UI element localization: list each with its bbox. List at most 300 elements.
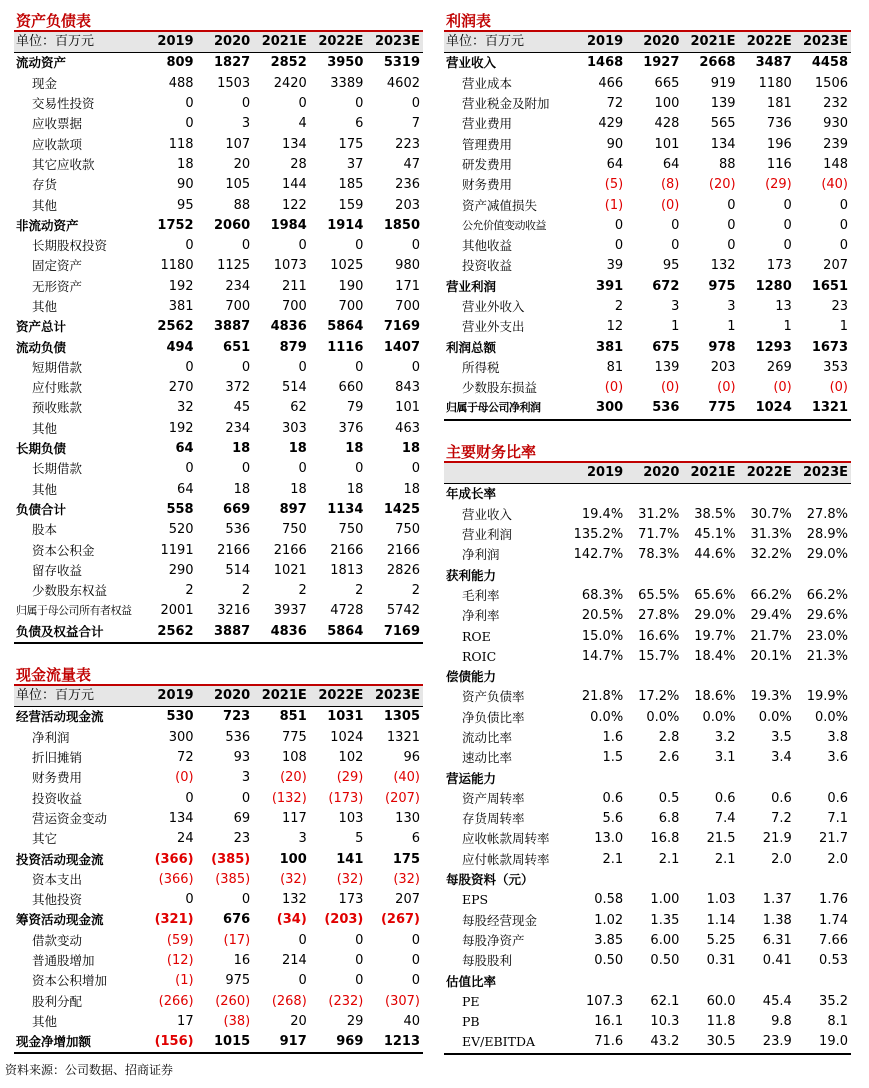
cell-value: 1914 xyxy=(327,217,364,233)
cell-value: 31.2% xyxy=(638,506,680,522)
cash-flow-panel xyxy=(14,664,423,1054)
cell-value: 270 xyxy=(168,380,194,396)
cell-value: 40 xyxy=(403,1013,420,1029)
cell-value: 15.0% xyxy=(581,628,624,644)
cell-value: 18 xyxy=(401,441,420,457)
table-row xyxy=(14,74,423,94)
row-label: 交易性投资 xyxy=(32,96,95,112)
cell-value: 809 xyxy=(166,55,194,71)
cell-value: 175 xyxy=(392,851,420,867)
row-label: 股利分配 xyxy=(32,993,83,1009)
cell-value: 37 xyxy=(346,156,364,172)
cell-value: 700 xyxy=(338,299,364,314)
cell-value: 978 xyxy=(708,339,736,355)
cell-value: 0 xyxy=(241,96,251,112)
cell-value: 1025 xyxy=(330,258,364,274)
cell-value: 520 xyxy=(168,522,194,538)
cell-value: 0 xyxy=(355,96,364,112)
cell-value: 45.4 xyxy=(762,993,792,1009)
row-label: 营运能力 xyxy=(446,770,497,786)
row-label: 估值比率 xyxy=(446,973,497,989)
cell-value: 72 xyxy=(606,96,624,112)
table-row xyxy=(444,398,851,419)
cell-value: 175 xyxy=(338,136,364,152)
table-row xyxy=(14,971,423,991)
cell-value: 16 xyxy=(233,953,251,968)
table-row xyxy=(14,114,423,134)
table-row xyxy=(14,601,423,621)
year-header: 2019 xyxy=(570,463,626,484)
row-label: 流动资产 xyxy=(16,55,67,71)
cell-value: 0 xyxy=(614,238,624,254)
cell-value: 917 xyxy=(253,1032,310,1053)
table-row xyxy=(14,748,423,768)
cell-value: 2420 xyxy=(273,75,307,91)
cell-value: 353 xyxy=(823,359,848,375)
row-label: 长期借款 xyxy=(32,461,83,477)
table-row xyxy=(444,626,851,646)
cell-value: 1213 xyxy=(366,1032,423,1053)
row-label: 每股净资产 xyxy=(462,932,525,948)
row-label: 应收款项 xyxy=(32,136,83,152)
cell-value: 530 xyxy=(166,709,194,725)
row-label: 资产周转率 xyxy=(462,790,525,806)
cell-value: 428 xyxy=(654,116,680,132)
table-row xyxy=(14,53,423,74)
cell-value: (8) xyxy=(660,177,680,193)
balance-sheet-table xyxy=(14,32,423,644)
year-header: 2021E xyxy=(682,463,738,484)
balance-sheet-title: 资产负债表 xyxy=(14,10,423,32)
cell-value: 980 xyxy=(395,258,420,274)
cell-value: 13.0 xyxy=(594,831,624,847)
table-row xyxy=(14,175,423,195)
row-label: 资产负债率 xyxy=(462,689,525,705)
table-row xyxy=(444,297,851,317)
cell-value: 19.9% xyxy=(806,689,848,705)
cell-value: 19.7% xyxy=(694,628,736,644)
cell-value: 20 xyxy=(233,156,251,172)
cell-value: 303 xyxy=(281,420,307,436)
cell-value: 45.1% xyxy=(694,527,736,543)
cell-value: 29 xyxy=(346,1013,364,1029)
section-row xyxy=(444,971,851,991)
cell-value: 0 xyxy=(298,238,307,254)
cell-value xyxy=(626,484,682,505)
cell-value xyxy=(570,768,626,788)
cell-value: 64 xyxy=(175,441,194,457)
balance-sheet-panel xyxy=(14,10,423,644)
row-label: 短期借款 xyxy=(32,359,83,375)
row-label: 其他 xyxy=(32,197,58,213)
cell-value: 0 xyxy=(298,96,307,112)
cell-value xyxy=(682,565,738,585)
cell-value: 65.5% xyxy=(638,587,680,603)
cell-value: (132) xyxy=(271,790,307,806)
table-row xyxy=(444,850,851,870)
cell-value: 159 xyxy=(338,197,364,213)
cell-value: 2562 xyxy=(157,319,194,335)
cell-value: 102 xyxy=(338,750,364,766)
cell-value: 107.3 xyxy=(585,993,624,1009)
row-label: 应收票据 xyxy=(32,116,83,132)
cell-value: 135.2% xyxy=(573,527,624,543)
cell-value: 7.4 xyxy=(714,811,736,827)
cell-value: 30.5 xyxy=(682,1032,738,1053)
year-header: 2019 xyxy=(140,686,197,707)
cell-value: 2.0 xyxy=(827,851,848,867)
table-row xyxy=(14,951,423,971)
table-row xyxy=(14,520,423,540)
cell-value: 68.3% xyxy=(581,587,624,603)
table-row xyxy=(14,581,423,601)
row-label: 投资活动现金流 xyxy=(16,851,104,867)
cell-value: 0 xyxy=(783,238,792,254)
cell-value: 2 xyxy=(355,583,364,599)
cell-value: 0.53 xyxy=(819,953,848,969)
table-row xyxy=(444,829,851,849)
cell-value: 105 xyxy=(225,177,251,193)
cell-value: 43.2 xyxy=(626,1032,682,1053)
cell-value: (0) xyxy=(773,380,792,396)
cell-value: 171 xyxy=(395,278,420,294)
cell-value: 18 xyxy=(290,481,307,497)
table-row xyxy=(14,337,423,357)
cell-value: 651 xyxy=(223,339,251,355)
table-row xyxy=(14,256,423,276)
cell-value: 1.02 xyxy=(594,912,624,928)
header-row xyxy=(444,463,851,484)
cell-value: (203) xyxy=(324,912,364,928)
cell-value: 16.6% xyxy=(638,628,680,644)
cell-value: 0 xyxy=(241,892,251,908)
row-label: 其他收益 xyxy=(462,238,513,254)
cell-value: 116 xyxy=(766,156,792,172)
cell-value: 18 xyxy=(403,481,420,497)
cell-value: 0.6 xyxy=(827,790,848,806)
cell-value: 101 xyxy=(395,400,420,416)
cell-value: 0 xyxy=(411,932,420,948)
cell-value: 100 xyxy=(279,851,307,867)
cell-value: 775 xyxy=(682,398,738,419)
cell-value: 0.6 xyxy=(714,790,736,806)
row-label: 流动负债 xyxy=(16,339,67,355)
cell-value: 95 xyxy=(662,258,680,274)
table-row xyxy=(14,94,423,114)
cell-value: 18 xyxy=(345,441,364,457)
row-label: 净利润 xyxy=(462,547,500,563)
cell-value: 1 xyxy=(839,319,848,335)
table-row xyxy=(14,500,423,520)
row-label: 预收账款 xyxy=(32,400,83,416)
cell-value: 62.1 xyxy=(650,993,680,1009)
cell-value: 0 xyxy=(614,217,624,233)
cell-value: 2001 xyxy=(160,603,194,619)
table-row xyxy=(14,378,423,398)
cell-value: 0 xyxy=(839,197,848,213)
cell-value: 300 xyxy=(570,398,626,419)
row-label: EPS xyxy=(462,892,489,908)
table-row xyxy=(444,1012,851,1032)
cell-value: 5864 xyxy=(310,622,367,643)
cell-value: 851 xyxy=(279,709,307,725)
row-label: 归属于母公司所有者权益 xyxy=(16,604,132,618)
section-row xyxy=(444,870,851,890)
year-header: 2020 xyxy=(197,32,254,53)
cell-value: 1134 xyxy=(327,501,364,517)
cell-value: (20) xyxy=(708,177,736,193)
table-row xyxy=(14,419,423,439)
cell-value: 173 xyxy=(338,892,364,908)
cell-value: 27.8% xyxy=(806,506,848,522)
cell-value: 2668 xyxy=(699,55,736,71)
row-label: 公允价值变动收益 xyxy=(462,218,546,232)
year-header: 2023E xyxy=(795,32,851,53)
cell-value: (0) xyxy=(604,380,624,396)
cell-value: 3.1 xyxy=(714,750,736,766)
cell-value xyxy=(570,870,626,890)
cell-value: 28 xyxy=(290,156,307,172)
cell-value: (1) xyxy=(604,197,624,213)
table-row xyxy=(14,216,423,236)
row-label: 资产总计 xyxy=(16,319,67,335)
cell-value: 207 xyxy=(395,892,420,908)
row-label: 资本公积金 xyxy=(32,542,95,558)
cell-value: 2.1 xyxy=(714,851,736,867)
cell-value: 0.0% xyxy=(590,709,624,725)
cell-value: 44.6% xyxy=(694,547,736,563)
section-row xyxy=(444,565,851,585)
cell-value: 3.6 xyxy=(827,750,848,766)
cell-value: 1280 xyxy=(755,278,792,294)
row-label: 负债合计 xyxy=(16,501,67,517)
cell-value: 95 xyxy=(177,197,194,213)
table-row xyxy=(444,505,851,525)
table-row xyxy=(14,809,423,829)
cell-value: 65.6% xyxy=(694,587,736,603)
cell-value xyxy=(795,971,851,991)
cell-value: 107 xyxy=(225,136,251,152)
cell-value: 269 xyxy=(766,359,792,375)
cell-value: 514 xyxy=(225,562,251,578)
cell-value: 536 xyxy=(626,398,682,419)
cell-value: 71.6 xyxy=(570,1032,626,1053)
cell-value: 0 xyxy=(298,973,307,989)
cell-value: 117 xyxy=(281,810,307,826)
cell-value: 19.3% xyxy=(750,689,792,705)
table-row xyxy=(444,586,851,606)
cell-value: 14.7% xyxy=(581,648,624,664)
cell-value: 0 xyxy=(411,96,420,112)
table-row xyxy=(444,195,851,215)
cell-value: 23.9 xyxy=(739,1032,795,1053)
row-label: ROE xyxy=(462,628,491,644)
cell-value: (232) xyxy=(328,993,364,1009)
year-header: 2023E xyxy=(366,686,423,707)
cell-value: 7169 xyxy=(366,622,423,643)
cell-value: (173) xyxy=(328,790,364,806)
row-label: EV/EBITDA xyxy=(444,1032,570,1053)
cell-value: 6.00 xyxy=(650,932,680,948)
cell-value: 3.5 xyxy=(771,730,792,745)
cell-value xyxy=(626,768,682,788)
cell-value: 0 xyxy=(671,238,680,254)
cell-value: 69 xyxy=(233,810,251,826)
table-row xyxy=(444,53,851,74)
cell-value: 10.3 xyxy=(650,1014,680,1030)
cell-value: 64 xyxy=(606,156,624,172)
cell-value: 665 xyxy=(654,75,680,91)
cell-value: 1.35 xyxy=(650,912,680,928)
cell-value: 134 xyxy=(710,136,736,152)
year-header: 2022E xyxy=(739,463,795,484)
cell-value: 372 xyxy=(225,380,251,396)
table-row xyxy=(14,890,423,910)
cell-value: 3 xyxy=(241,116,251,132)
row-label: 存货 xyxy=(32,177,58,193)
cell-value: 0.58 xyxy=(594,892,624,908)
row-label: 投资收益 xyxy=(462,258,513,274)
cell-value: 27.8% xyxy=(638,608,680,624)
table-row xyxy=(444,951,851,971)
cell-value: 203 xyxy=(710,359,736,375)
cell-value: 1503 xyxy=(217,75,251,91)
cell-value: (267) xyxy=(380,912,420,928)
cell-value: 29.0% xyxy=(694,608,736,624)
cell-value: 6.8 xyxy=(658,811,680,827)
cell-value: 930 xyxy=(823,116,848,132)
cell-value: (59) xyxy=(166,932,194,948)
cell-value: 20.5% xyxy=(581,608,624,624)
cell-value xyxy=(739,971,795,991)
row-label: 筹资活动现金流 xyxy=(16,912,104,928)
cell-value: 21.5 xyxy=(706,831,736,847)
table-row xyxy=(14,768,423,788)
cell-value: 1 xyxy=(783,319,792,335)
cell-value: 29.0% xyxy=(806,547,848,563)
cell-value: 0 xyxy=(185,461,194,477)
row-label: 现金 xyxy=(32,75,58,91)
cell-value: (307) xyxy=(385,993,420,1009)
year-header: 2019 xyxy=(570,32,626,53)
cell-value: 2166 xyxy=(273,542,307,558)
cell-value xyxy=(626,971,682,991)
cell-value: 750 xyxy=(281,522,307,538)
cell-value: 0 xyxy=(298,359,307,375)
cell-value: 0 xyxy=(185,359,194,375)
cell-value xyxy=(626,667,682,687)
cell-value: 3216 xyxy=(217,603,251,619)
cell-value: 919 xyxy=(710,75,736,91)
cell-value: 2 xyxy=(241,583,251,599)
cell-value xyxy=(570,971,626,991)
table-row xyxy=(14,870,423,890)
cell-value: 23.0% xyxy=(806,628,848,644)
cell-value: 3.85 xyxy=(594,932,624,948)
table-row xyxy=(14,1012,423,1032)
cell-value: 139 xyxy=(654,359,680,375)
cell-value: 1180 xyxy=(758,75,792,91)
row-label: 营业税金及附加 xyxy=(462,96,550,112)
table-row xyxy=(444,728,851,748)
table-row xyxy=(14,931,423,951)
cash-flow-title: 现金流量表 xyxy=(14,664,423,686)
cell-value: 3950 xyxy=(327,55,364,71)
row-label: 毛利率 xyxy=(462,587,500,603)
header-row xyxy=(14,32,423,53)
row-label: 少数股东损益 xyxy=(462,380,538,396)
table-row xyxy=(444,358,851,378)
row-label: 偿债能力 xyxy=(446,669,497,685)
row-label: 存货周转率 xyxy=(462,811,525,827)
table-row xyxy=(14,134,423,154)
cell-value: 466 xyxy=(598,75,624,91)
cell-value xyxy=(570,484,626,505)
cell-value: 750 xyxy=(338,522,364,538)
cell-value: 3.8 xyxy=(827,730,848,745)
cell-value: 132 xyxy=(281,892,307,908)
cell-value: 3389 xyxy=(330,75,364,91)
cell-value: 4458 xyxy=(811,55,848,71)
cell-value: 1321 xyxy=(386,729,420,745)
row-label: 其他投资 xyxy=(32,892,83,908)
year-header: 2022E xyxy=(310,686,367,707)
cell-value xyxy=(626,565,682,585)
cell-value: 4836 xyxy=(270,319,307,335)
cell-value: (12) xyxy=(166,953,194,968)
cell-value xyxy=(570,565,626,585)
cell-value: 190 xyxy=(338,278,364,294)
cell-value: (17) xyxy=(223,932,251,948)
cell-value: 1305 xyxy=(383,709,420,725)
row-label: 营业利润 xyxy=(446,278,497,294)
row-label: 应付账款 xyxy=(32,380,83,396)
cell-value: 1.76 xyxy=(819,892,848,908)
cell-value: 0.0% xyxy=(758,709,792,725)
row-label: 管理费用 xyxy=(462,136,513,152)
cell-value: 1.6 xyxy=(602,730,624,745)
cell-value: 71.7% xyxy=(638,527,680,543)
cell-value: 975 xyxy=(225,973,251,989)
row-label: 留存收益 xyxy=(32,562,83,578)
year-header: 2023E xyxy=(366,32,423,53)
cell-value: 12 xyxy=(606,319,624,335)
cell-value: 3 xyxy=(298,831,307,847)
row-label: 应付帐款周转率 xyxy=(462,851,550,867)
cell-value: 0 xyxy=(298,461,307,477)
table-row xyxy=(444,931,851,951)
row-label: 负债及权益合计 xyxy=(14,622,140,643)
cell-value xyxy=(682,667,738,687)
cell-value: 142.7% xyxy=(573,547,624,563)
cell-value: 134 xyxy=(168,810,194,826)
cell-value: 723 xyxy=(223,709,251,725)
row-label: 其他 xyxy=(32,481,58,497)
cell-value: 173 xyxy=(766,258,792,274)
cell-value: 672 xyxy=(652,278,680,294)
cell-value: 3 xyxy=(671,299,680,314)
income-statement-panel xyxy=(444,10,851,421)
cell-value: 108 xyxy=(281,750,307,766)
cell-value: 2.1 xyxy=(602,851,624,867)
cell-value: 7.1 xyxy=(827,811,848,827)
cell-value: (366) xyxy=(158,871,194,887)
year-header: 2020 xyxy=(626,463,682,484)
row-label: 长期股权投资 xyxy=(32,238,108,254)
row-label: 股本 xyxy=(32,522,58,538)
cell-value: 2826 xyxy=(386,562,420,578)
cell-value: 192 xyxy=(168,278,194,294)
